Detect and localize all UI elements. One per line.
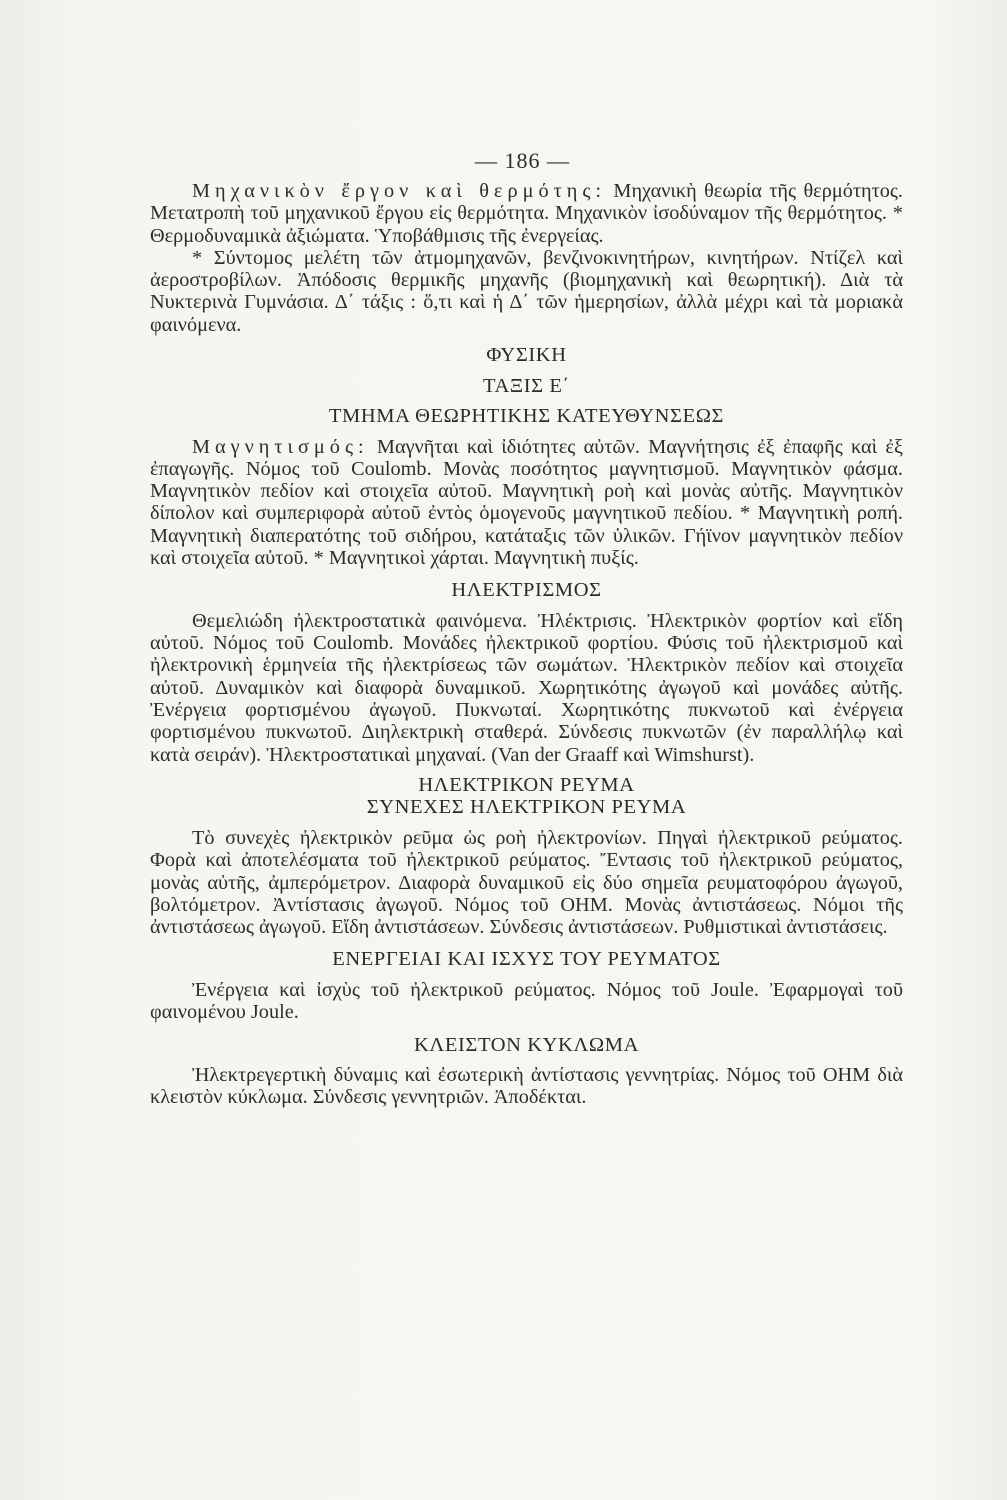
heading-class: ΤΑΞΙΣ Ε΄ [483,374,570,397]
heading-circuit: ΚΛΕΙΣΤΟΝ ΚΥΚΛΩΜΑ [414,1033,639,1056]
circuit-paragraph: Ἠλεκτρεγερτικὴ δύναμις καὶ ἐσωτερικὴ ἀντίστασις γεννητρίας. Νόμος τοῦ ΟΗΜ διὰ κλειστὸν κύκλωμα. Σύνδεσις γεννητριῶν. Ἀποδέκται. [150,1064,903,1109]
magnetism-text: Μαγνῆται καὶ ἰδιότητες αὐτῶν. Μαγνήτησις ἐξ ἐπαφῆς καὶ ἐξ ἐπαγωγῆς. Νόμος τοῦ Coulomb. Μονὰς ποσότητος μαγνητισμοῦ. Μαγνητικὸν φάσμα. Μαγνητικὸν πεδίον καὶ στοιχεῖα αὐτοῦ. Μαγνητικὴ ροὴ καὶ μονὰς αὐτῆς. Μαγνητικὸν δίπολον καὶ συμπεριφορὰ αὐτοῦ ἐντὸς ὁμογενοῦς μαγνητικοῦ πεδίου. * Μαγνητικὴ ροπή. Μαγνητικὴ διαπερατότης τοῦ σιδήρου, κατάταξις τῶν ὑλικῶν. Γήϊνον μαγνητικὸν πεδίον καὶ στοιχεῖα αὐτοῦ. * Μαγνητικοὶ χάρται. Μαγνητικὴ πυξίς. [150,435,903,570]
intro-text: Μηχανικὴ θεωρία τῆς θερμότητος. Μετατροπὴ τοῦ μηχανικοῦ ἔργου εἰς θερμότητα. Μηχανικὸν ἰσοδύναμον τῆς θερμότητος. * Θερμοδυναμικὰ ἀξιώματα. Ὑποβάθμισις τῆς ἐνεργείας. [150,180,903,247]
current-paragraph: Τὸ συνεχὲς ἠλεκτρικὸν ρεῦμα ὡς ροὴ ἠλεκτρονίων. Πηγαὶ ἠλεκτρικοῦ ρεύματος. Φορὰ καὶ ἀποτελέσματα τοῦ ἠλεκτρικοῦ ρεύματος. Ἔντασις τοῦ ἠλεκτρικοῦ ρεύματος, μονὰς αὐτῆς, ἀμπερόμετρον. Διαφορὰ δυναμικοῦ εἰς δύο σημεῖα ρευματοφόρου ἀγωγοῦ, βολτόμετρον. Ἀντίστασις ἀγωγοῦ. Νόμος τοῦ ΟΗΜ. Μονὰς ἀντιστάσεως. Νόμοι τῆς ἀντιστάσεως ἀγωγοῦ. Εἴδη ἀντιστάσεων. Σύνδεσις ἀντιστάσεων. Ρυθμιστικαὶ ἀντιστάσεις. [150,826,903,939]
page-body [150,180,903,1109]
heading-physics: ΦΥΣΙΚΗ [486,344,567,367]
intro-paragraph [150,180,903,247]
magnetism-lead: Μαγνητισμός: [192,435,369,458]
heading-energy: ΕΝΕΡΓΕΙΑΙ ΚΑΙ ΙΣΧΥΣ ΤΟΥ ΡΕΥΜΑΤΟΣ [332,948,721,971]
page-number: — 186 — [475,148,570,173]
heading-current: ΗΛΕΚΤΡΙΚΟΝ ΡΕΥΜΑ [418,773,635,796]
heading-electricity: ΗΛΕΚΤΡΙΣΜΟΣ [451,579,602,602]
magnetism-paragraph [150,436,903,570]
intro-lead: Μηχανικὸν ἔργον καὶ θερμότης: [192,180,607,202]
energy-paragraph: Ἐνέργεια καὶ ἰσχὺς τοῦ ἠλεκτρικοῦ ρεύματος. Νόμος τοῦ Joule. Ἐφαρμογαὶ τοῦ φαινομένου Joule. [150,978,903,1024]
heading-dc-current: ΣΥΝΕΧΕΣ ΗΛΕΚΤΡΙΚΟΝ ΡΕΥΜΑ [366,796,687,819]
electricity-paragraph: Θεμελιώδη ἠλεκτροστατικὰ φαινόμενα. Ἠλέκτρισις. Ἠλεκτρικὸν φορτίον καὶ εἴδη αὐτοῦ. Νόμος τοῦ Coulomb. Μονάδες ἠλεκτρικοῦ φορτίου. Φύσις τοῦ ἠλεκτρισμοῦ καὶ ἠλεκτρονικὴ ἑρμηνεία τῆς ἠλεκτρίσεως τῶν σωμάτων. Ἠλεκτρικὸν πεδίον καὶ στοιχεῖα αὐτοῦ. Δυναμικὸν καὶ διαφορὰ δυναμικοῦ. Χωρητικότης ἀγωγοῦ καὶ μονάδες αὐτῆς. Ἐνέργεια φορτισμένου ἀγωγοῦ. Πυκνωταί. Χωρητικότης πυκνωτοῦ καὶ ἐνέργεια φορτισμένου πυκνωτοῦ. Διηλεκτρικὴ σταθερά. Σύνδεσις πυκνωτῶν (ἐν παραλλήλῳ καὶ κατὰ σειράν). Ἠλεκτροστατικαὶ μηχαναί. (Van der Graaff καὶ Wimshurst). [150,609,903,766]
intro-paragraph-2: * Σύντομος μελέτη τῶν ἀτμομηχανῶν, βενζινοκινητήρων, κινητήρων. Ντίζελ καὶ ἀεροστροβίλων. Ἀπόδοσις θερμικῆς μηχανῆς (βιομηχανικὴ καὶ θεωρητική). Διὰ τὰ Νυκτερινὰ Γυμνάσια. Δ΄ τάξις : ὅ,τι καὶ ἡ Δ΄ τῶν ἡμερησίων, ἀλλὰ μέχρι καὶ τὰ μοριακὰ φαινόμενα. [150,246,903,336]
heading-track: ΤΜΗΜΑ ΘΕΩΡΗΤΙΚΗΣ ΚΑΤΕΥΘΥΝΣΕΩΣ [328,405,725,428]
